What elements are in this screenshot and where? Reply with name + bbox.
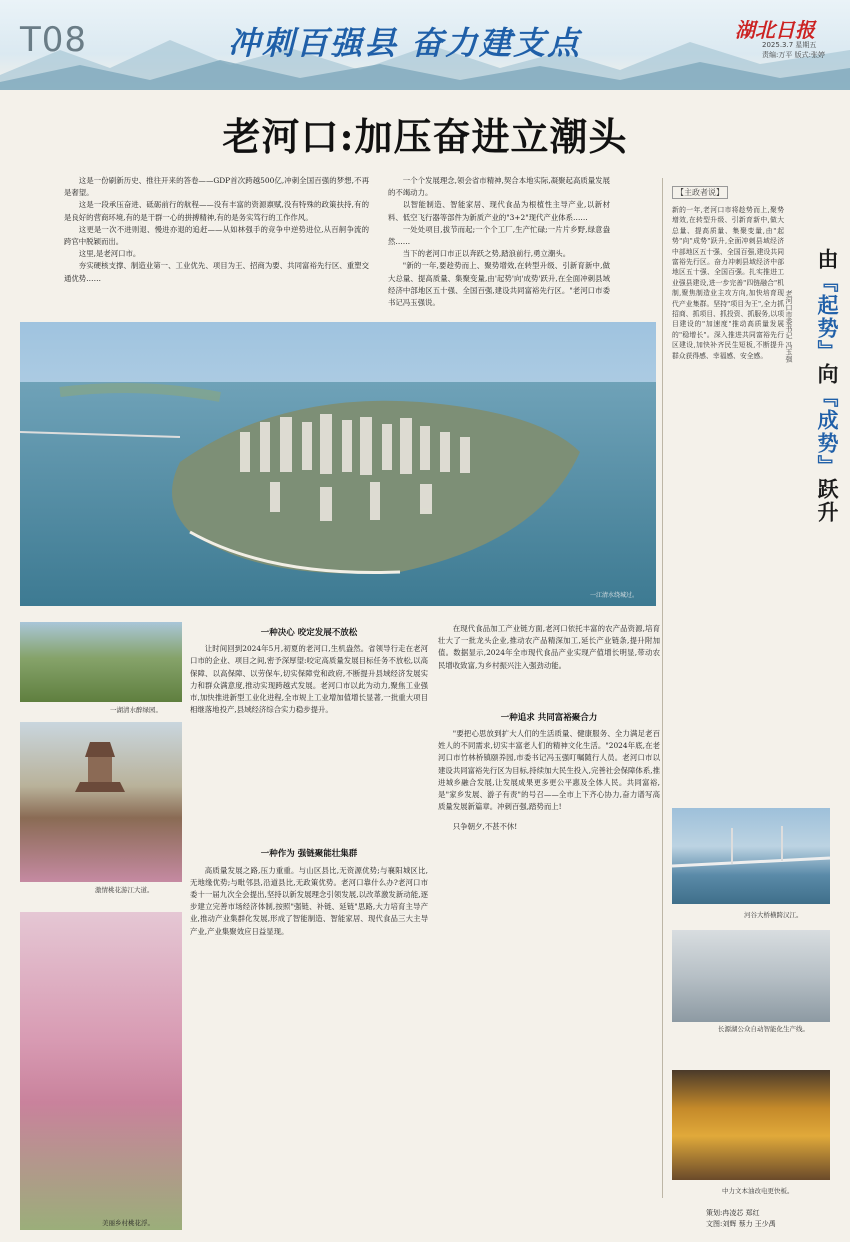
photo-green-park bbox=[20, 622, 182, 702]
photo-factory-workers bbox=[672, 1070, 830, 1180]
hero-photo-aerial-city bbox=[20, 322, 656, 606]
article-column-1 bbox=[190, 623, 428, 938]
photo-festival-street bbox=[20, 722, 182, 882]
lead-paragraph: 这是一段承压奋进、砥砺前行的航程——没有丰富的资源禀赋,没有特殊的政策扶持,有的是良好的营商环境,有的是干群一心的拼搏精神,有的是务实笃行的工作作风。 bbox=[64, 200, 369, 222]
photo-caption: 长源湖公众自动智能化生产线。 bbox=[718, 1025, 809, 1033]
lead-paragraph: 当下的老河口市正以奔跃之势,踏浪前行,勇立潮头。 bbox=[402, 249, 571, 259]
lead-paragraph: 一处处项目,拔节而起;一个个工厂,生产忙碌;一片片乡野,绿意盎然…… bbox=[388, 224, 610, 247]
lead-paragraph: 一个个发展理念,领会省市精神,契合本地实际,凝聚起高质量发展的不竭动力。 bbox=[388, 176, 610, 198]
photo-caption: 美丽乡村桃花浮。 bbox=[102, 1219, 154, 1227]
article-paragraph: 让时间回到2024年5月,初夏的老河口,生机盎然。省领导行走在老河口市的企业、项目之间,密予深厚望:咬定高质量发展目标任务不放松,以高保障、以高保障、以劳保车,切实保障党和政府,不断提升县域经济发展实力和群众满意度,推动实现跨越式发展。老河口市以此为动力,聚焦工业强市,加快推进新型工业化进程,全市规上工业增加值增长显著,一批重大项目相继落地投产,县域经济综合实力稳步提升。 bbox=[190, 644, 428, 715]
lead-paragraph: 这里,是老河口市。 bbox=[78, 249, 141, 259]
lead-paragraph: 夯实硬核支撑、制造业第一、工业优先、项目为王、招商为要、共同富裕先行区、重塑交通优势…… bbox=[64, 261, 369, 283]
photo-caption: 河谷大桥横跨汉江。 bbox=[744, 911, 803, 919]
credit-text-photo: 文图:刘辉 蔡力 王少禹 bbox=[706, 1220, 776, 1228]
article-paragraph: 在现代食品加工产业链方面,老河口依托丰富的农产品资源,培育壮大了一批龙头企业,推动农产品精深加工,延长产业链条,提升附加值。数据显示,2024年全市现代食品产业实现产值增长明显,带动农民增收致富,为乡村振兴注入强劲动能。 bbox=[438, 624, 660, 670]
article-paragraph: "要把心思放到扩大人们的生活质量、健康服务、全力满足老百姓人的不同需求,切实丰富老人们的精神文化生活。"2024年底,在老河口市竹林桥镇颐养园,市委书记冯玉强叮嘱随行人员。老河口市以建设共同富裕先行区为目标,持续加大民生投入,完善社会保障体系,推进城乡融合发展,让发展成果更多更公平惠及全体人民。共同富裕,是"家乡发展、游子有责"的号召——全市上下齐心协力,奋力谱写高质量发展新篇章。冲刺百强,踏势而上! bbox=[438, 729, 660, 812]
photo-caption: 一湖清水醉绿园。 bbox=[110, 706, 162, 714]
photo-caption: 中力文本油改电更快板。 bbox=[722, 1187, 794, 1195]
page-number: T08 bbox=[20, 20, 88, 60]
section-slogan: 冲刺百强县 奋力建支点 bbox=[228, 24, 582, 62]
lead-paragraph: 这更是一次不进则退、慢进亦退的追赶——从如林强手的竞争中逆势进位,从百舸争流的跨官中脱颖而出。 bbox=[64, 224, 369, 247]
sidebar-vertical-title bbox=[800, 248, 838, 524]
credits bbox=[706, 1208, 776, 1230]
article-closing: 只争朝夕,不甚不休! bbox=[452, 822, 518, 832]
vtitle-part: 跃升 bbox=[815, 478, 840, 524]
section-heading: 一种决心 咬定发展不放松 bbox=[260, 628, 358, 638]
edition-info bbox=[762, 40, 825, 60]
lead-column-left bbox=[64, 175, 369, 285]
editor-line: 责编:万平 版式:张婷 bbox=[762, 51, 825, 59]
credit-planning: 策划:冉凌芯 郑红 bbox=[706, 1209, 760, 1217]
section-heading: 一种作为 强链聚能壮集群 bbox=[260, 849, 358, 860]
page-title: 老河口:加压奋进立潮头 bbox=[222, 114, 628, 159]
sidebar-commentary bbox=[672, 180, 818, 361]
newspaper-masthead: 湖北日报 bbox=[735, 18, 815, 42]
pagoda-illustration bbox=[20, 722, 182, 882]
lead-column-right bbox=[388, 175, 610, 309]
aerial-city-illustration bbox=[20, 322, 656, 606]
vtitle-part: 『成势』 bbox=[815, 386, 840, 478]
photo-bridge-over-river bbox=[672, 808, 830, 904]
bridge-illustration bbox=[672, 808, 830, 904]
sidebar-byline: 老河口市委书记 冯玉强 bbox=[785, 290, 793, 363]
photo-peach-blossom-village bbox=[20, 912, 182, 1230]
lead-paragraph: 以智能制造、智能家居、现代食品为根植性主导产业,以新材料、低空飞行器等部件为新质产业的"3+2"现代产业体系…… bbox=[388, 200, 610, 222]
article-column-2 bbox=[438, 623, 660, 834]
hero-photo-caption: 一江清水绕城过。 bbox=[590, 592, 639, 599]
column-divider bbox=[662, 178, 663, 1198]
section-heading: 一种追求 共同富裕聚合力 bbox=[500, 712, 598, 723]
vtitle-part: 由 bbox=[815, 248, 840, 271]
photo-production-line bbox=[672, 930, 830, 1022]
article-paragraph: 高质量发展之路,压力重重。与山区县比,无资源优势;与襄阳城区比,无地缘优势;与毗邻县,沿道县比,无政策优势。老河口靠什么办?老河口市委十一届九次全会提出,坚持以新发展理念引领发展,以改革激发新动能,逐步建立完善市场经济体制,按照"强链、补链、延链"思路,大力培育主导产业,推动产业集群化发展,形成了智能制造、智能家居、现代食品三大主导产业,产业集聚效应日益显现。 bbox=[190, 865, 428, 936]
sidebar-tag: 【主政者说】 bbox=[672, 186, 728, 199]
vtitle-part: 向 bbox=[815, 363, 840, 386]
vtitle-part: 『起势』 bbox=[815, 271, 840, 363]
lead-paragraph: "新的一年,要趁势而上、聚势增效,在转型升级、引新育新中,做大总量、提高质量、集聚变量,由'起势'向'成势'跃升,在全面冲刺县域经济中部地区五十强、全国百强,建设共同富裕先行区。"老河口市委书记冯玉强说。 bbox=[388, 261, 610, 308]
date-line: 2025.3.7 星期五 bbox=[762, 41, 817, 49]
lead-paragraph: 这是一份刷新历史、推往开来的答卷——GDP首次跨越500亿,冲刺全国百强的梦想,不再是奢望。 bbox=[64, 176, 369, 198]
sidebar-text: 新的一年,老河口市将趁势而上,聚势增效,在转型升级、引新育新中,做大总量、提高质量、集聚变量,由"起势"向"成势"跃升,全面冲刺县域经济中部地区五十强、全国百强,建设共同富裕先行区。奋力冲刺县域经济中部地区五十强、全国百强。扎实推进工业强县建设,进一步完善"四链融合"机制,聚焦制造业主攻方向,加快培育现代产业集群。坚持"项目为王",全力抓招商、抓项目、抓投资、抓服务,以项目建设的"加速度"推动高质量发展的"稳增长"。深入推进共同富裕先行区建设,加快补齐民生短板,不断提升群众获得感、幸福感、安全感。 bbox=[672, 206, 784, 360]
photo-caption: 激情桃花游江大道。 bbox=[95, 886, 154, 894]
